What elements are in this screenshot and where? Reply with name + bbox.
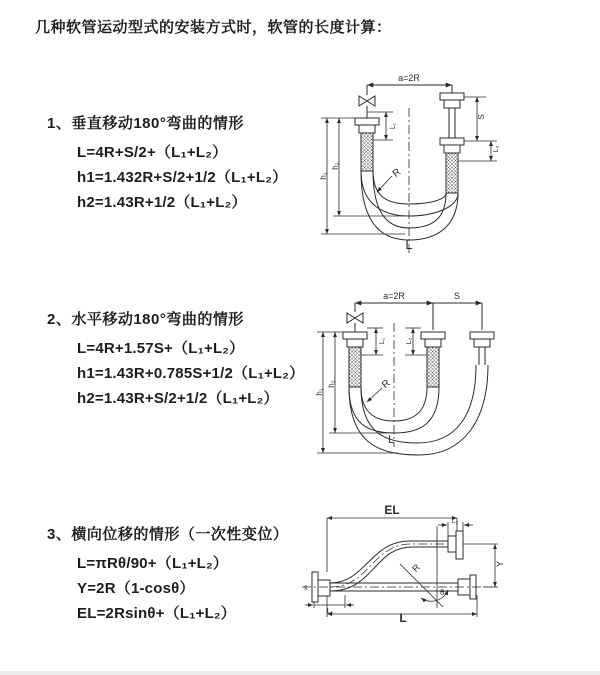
formula-h2: h2=1.43R+S/2+1/2（L₁+L₂） — [77, 390, 279, 407]
label-r: R — [390, 166, 404, 180]
hose-position-2 — [349, 365, 488, 455]
section-2-formulas — [77, 336, 304, 411]
valve-icon — [359, 96, 375, 118]
label-h1: h₁ — [315, 388, 324, 396]
radius-leader — [367, 388, 382, 402]
formula-h1: h1=1.43R+0.785S+1/2（L₁+L₂） — [77, 365, 305, 382]
section-3-heading: 3、横向位移的情形（一次性变位） — [47, 526, 289, 543]
formula-Y: Y=2R（1-cosθ） — [77, 580, 195, 597]
page-title: 几种软管运动型式的安装方式时，软管的长度计算： — [35, 19, 392, 36]
section-horizontal-180 — [47, 308, 304, 411]
label-y: Y — [495, 560, 505, 568]
scan-edge — [0, 671, 600, 675]
section-2-heading: 2、水平移动180°弯曲的情形 — [47, 311, 244, 328]
middle-fitting — [421, 332, 445, 387]
label-h1: h₁ — [319, 172, 328, 180]
dim-a2r — [355, 303, 482, 330]
right-fitting — [470, 332, 494, 365]
section-vertical-180 — [47, 112, 287, 215]
label-l: L — [399, 611, 407, 625]
dim-el — [327, 518, 457, 572]
diagram-horizontal-180-bend — [303, 285, 600, 465]
section-lateral-displacement — [47, 523, 288, 626]
label-theta: θ — [440, 588, 445, 597]
label-xbar: x̄ — [304, 585, 308, 592]
formula-h1: h1=1.432R+S/2+1/2（L₁+L₂） — [77, 169, 288, 186]
formula-L: L=πRθ/90+（L₁+L₂） — [77, 555, 229, 572]
label-l2: L₂ — [406, 337, 413, 345]
label-l1: L₁ — [390, 122, 397, 130]
label-l: L — [405, 237, 413, 252]
formula-L: L=4R+1.57S+（L₁+L₂） — [77, 340, 245, 357]
dim-y — [463, 544, 498, 587]
valve-icon — [347, 313, 363, 332]
dim-a2r — [367, 85, 452, 95]
right-fitting — [440, 85, 464, 193]
label-l1: L₁ — [379, 337, 386, 345]
label-el: EL — [384, 503, 400, 517]
formula-L: L=4R+S/2+（L₁+L₂） — [77, 144, 228, 161]
hose-position-lower — [361, 171, 458, 240]
radius-leader — [377, 176, 392, 192]
label-h2: h₂ — [331, 162, 340, 170]
label-s: S — [477, 114, 486, 120]
label-s: S — [453, 291, 461, 301]
label-a2r: a=2R — [398, 73, 420, 83]
label-h2: h₂ — [327, 380, 336, 388]
formula-EL: EL=2Rsinθ+（L₁+L₂） — [77, 605, 236, 622]
diagram-vertical-180-bend — [305, 66, 595, 276]
label-a2r: a=2R — [383, 291, 405, 301]
section-1-heading: 1、垂直移动180°弯曲的情形 — [47, 115, 244, 132]
left-fitting — [355, 118, 379, 171]
section-3-formulas — [77, 551, 288, 626]
label-r: R — [380, 377, 393, 391]
label-l2: L₂ — [493, 145, 500, 153]
upper-flange — [448, 531, 463, 559]
diagram-lateral-displacement — [300, 498, 600, 663]
label-l1: L₁ — [326, 608, 334, 615]
label-l2: L₂ — [451, 518, 459, 525]
left-fitting — [343, 332, 367, 387]
formula-h2: h2=1.43R+1/2（L₁+L₂） — [77, 194, 247, 211]
section-1-formulas — [77, 140, 287, 215]
label-l: L — [387, 434, 395, 446]
label-r: R — [410, 562, 422, 574]
